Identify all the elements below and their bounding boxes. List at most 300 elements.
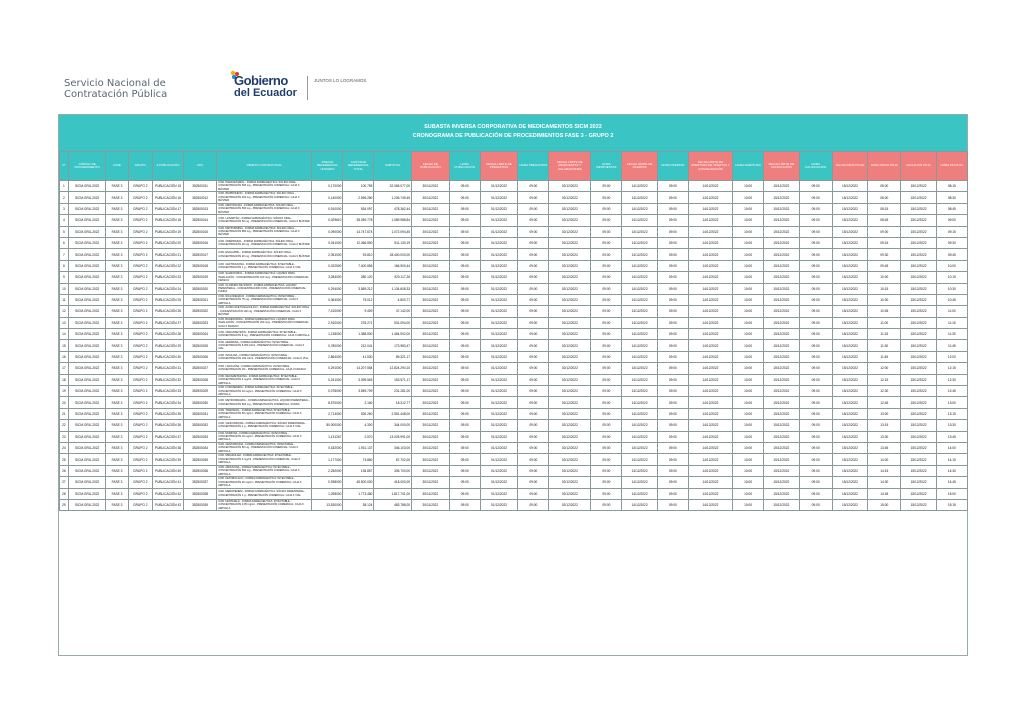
table-cell: FASE 3 <box>106 351 128 362</box>
table-cell: 14/12/2022 <box>622 363 657 374</box>
table-cell: 09:00 <box>657 272 688 283</box>
table-cell: GRUPO 2 <box>128 454 152 465</box>
table-cell: 09:00 <box>518 454 549 465</box>
table-cell: FASE 3 <box>106 431 128 442</box>
table-cell: 01/12/2022 <box>480 488 518 499</box>
table-cell: 02/12/2022 <box>549 317 591 328</box>
table-cell: 352500035 <box>183 454 216 465</box>
table-cell: 10:00 <box>733 306 764 317</box>
table-cell: 09:30 <box>936 237 967 248</box>
table-cell: 09:00 <box>518 249 549 260</box>
table-cell: 15/12/2022 <box>764 363 799 374</box>
table-cell: 30/11/2022 <box>412 329 450 340</box>
table-cell: SICM-GRU-2022 <box>68 488 106 499</box>
table-cell: 15/12/2022 <box>901 465 936 476</box>
table-cell: 09:00 <box>449 181 480 192</box>
column-header: FECHA LÍMITE DE RESPUESTAS Y ACLARACIONES <box>549 152 591 181</box>
table-cell: COD. INSULINA - FORMA FARMACÉUTICA: INYECTABLE - CONCENTRACIÓN 100 UI/ml - PRESENTACIÓN COMERCIAL: CAJA X VIAL <box>217 351 312 362</box>
table-cell: 0,090000 <box>312 226 343 237</box>
table-cell: 09:00 <box>799 465 832 476</box>
table-cell: 10:00 <box>868 272 901 283</box>
table-cell: 14/12/2022 <box>688 363 732 374</box>
table-cell: 09:00 <box>591 260 622 271</box>
table-cell: 09:00 <box>799 306 832 317</box>
table-cell: 0,078000 <box>312 386 343 397</box>
table-cell: GRUPO 2 <box>128 408 152 419</box>
table-cell: 09:00 <box>591 226 622 237</box>
table-cell: 0,291000 <box>312 363 343 374</box>
table-cell: PUBLICACIÓN 29 <box>152 340 183 351</box>
table-cell: GRUPO 2 <box>128 431 152 442</box>
table-cell: 14/12/2022 <box>688 488 732 499</box>
table-cell: 09:00 <box>657 465 688 476</box>
table-cell: 30/11/2022 <box>412 420 450 431</box>
table-cell: 14:15 <box>936 454 967 465</box>
table-cell: 15/12/2022 <box>832 408 867 419</box>
table-cell: 21 <box>60 408 69 419</box>
table-cell: SICM-GRU-2022 <box>68 351 106 362</box>
table-row <box>60 283 968 294</box>
table-cell: 09:00 <box>799 442 832 453</box>
table-cell: 25 <box>60 454 69 465</box>
table-cell: 30/11/2022 <box>412 294 450 305</box>
table-cell: 01/12/2022 <box>480 499 518 510</box>
table-cell: 15/12/2022 <box>832 192 867 203</box>
table-cell: 02/12/2022 <box>549 477 591 488</box>
table-cell: 352500037 <box>183 477 216 488</box>
table-cell: 30/11/2022 <box>412 374 450 385</box>
table-cell: PUBLICACIÓN 34 <box>152 397 183 408</box>
table-cell: COD. DEXAMETASONA - FORMA FARMACÉUTICA: INYECTABLE - CONCENTRACIÓN 4 mg/ml - PRESENTACIÓN COMERCIAL: CAJA X AMPOLLA <box>217 374 312 385</box>
table-cell: 09:00 <box>799 363 832 374</box>
table-cell: 09:00 <box>518 351 549 362</box>
table-cell: COD. MORFINA - FORMA FARMACÉUTICA: INYECTABLE - CONCENTRACIÓN 10 mg/ml - PRESENTACIÓN COMERCIAL: CAJA X AMPOLLA <box>217 431 312 442</box>
table-cell: 09:00 <box>799 374 832 385</box>
table-cell: 09:00 <box>591 283 622 294</box>
table-cell: FASE 3 <box>106 499 128 510</box>
table-cell: 02/12/2022 <box>549 374 591 385</box>
table-cell: SICM-GRU-2022 <box>68 408 106 419</box>
table-cell: 30/11/2022 <box>412 351 450 362</box>
table-cell: SICM-GRU-2022 <box>68 386 106 397</box>
table-cell: 09:00 <box>591 340 622 351</box>
table-cell: 14/12/2022 <box>688 454 732 465</box>
table-cell: 10:15 <box>868 283 901 294</box>
table-cell: 14:00 <box>936 442 967 453</box>
table-cell: 15/12/2022 <box>764 203 799 214</box>
table-cell: 352500039 <box>183 499 216 510</box>
table-cell: COD. TRAMADOL - FORMA FARMACÉUTICA: INYECTABLE - CONCENTRACIÓN 50 mg/ml - PRESENTACIÓN COMERCIAL: CAJA X AMPOLLA <box>217 408 312 419</box>
table-cell: 1,138000 <box>312 329 343 340</box>
table-cell: PUBLICACIÓN 15 <box>152 181 183 192</box>
table-cell: FASE 3 <box>106 249 128 260</box>
table-cell: 14/12/2022 <box>622 477 657 488</box>
table-cell: 10:00 <box>733 454 764 465</box>
table-cell: FASE 3 <box>106 454 128 465</box>
table-cell: FASE 3 <box>106 237 128 248</box>
table-cell: 15/12/2022 <box>901 260 936 271</box>
table-cell: 14/12/2022 <box>688 499 732 510</box>
table-cell: 15/12/2022 <box>901 386 936 397</box>
table-cell: 09:00 <box>591 442 622 453</box>
table-cell: 09:00 <box>518 192 549 203</box>
table-cell: FASE 3 <box>106 317 128 328</box>
table-cell: 15/12/2022 <box>901 294 936 305</box>
table-cell: COD. CLORURO DE SODIO - FORMA FARMACÉUTICA: LÍQUIDO PARENTERAL - CONCENTRACIÓN 0,9% - PRESENTACIÓN COMERCIAL: FUNDA <box>217 283 312 294</box>
table-cell: PUBLICACIÓN 39 <box>152 454 183 465</box>
table-cell: 15/12/2022 <box>901 351 936 362</box>
table-cell: 14/12/2022 <box>622 249 657 260</box>
table-row <box>60 363 968 374</box>
table-cell: 09:00 <box>657 203 688 214</box>
table-cell: 12:00 <box>936 351 967 362</box>
table-cell: 13:30 <box>868 431 901 442</box>
table-cell: GRUPO 2 <box>128 488 152 499</box>
table-cell: 15/12/2022 <box>832 386 867 397</box>
table-cell: 02/12/2022 <box>549 203 591 214</box>
table-cell: 30/11/2022 <box>412 272 450 283</box>
table-cell: SICM-GRU-2022 <box>68 499 106 510</box>
table-cell: 10:00 <box>733 215 764 226</box>
table-cell: 7,410000 <box>312 306 343 317</box>
table-cell: 09:00 <box>449 465 480 476</box>
table-cell: 14/12/2022 <box>622 454 657 465</box>
table-cell: FASE 3 <box>106 226 128 237</box>
table-cell: COD. MIDAZOLAM - FORMA FARMACÉUTICA: INYECTABLE - CONCENTRACIÓN 5 mg/ml - PRESENTACIÓN COMERCIAL: CAJA X AMPOLLA <box>217 454 312 465</box>
table-cell: 418.000,00 <box>374 477 412 488</box>
column-header: FECHA DE PUBLICACIÓN <box>412 152 450 181</box>
table-cell: 09:00 <box>591 363 622 374</box>
table-cell: 9 <box>60 272 69 283</box>
table-cell: 15/12/2022 <box>832 442 867 453</box>
table-cell: 01/12/2022 <box>480 272 518 283</box>
table-cell: 09:00 <box>518 465 549 476</box>
table-cell: 15/12/2022 <box>764 431 799 442</box>
table-cell: 30/11/2022 <box>412 249 450 260</box>
table-cell: 13:30 <box>936 420 967 431</box>
table-cell: 09:00 <box>799 226 832 237</box>
table-cell: 11:00 <box>936 306 967 317</box>
table-cell: 09:00 <box>591 454 622 465</box>
table-cell: 15/12/2022 <box>832 260 867 271</box>
table-cell: 09:00 <box>657 181 688 192</box>
table-cell: 15/12/2022 <box>764 488 799 499</box>
column-header: FASE <box>106 152 128 181</box>
table-cell: 09:00 <box>799 408 832 419</box>
table-cell: SICM-GRU-2022 <box>68 317 106 328</box>
table-cell: COD. AMOXICILINA - FORMA FARMACÉUTICA: SÓLIDO ORAL - CONCENTRACIÓN 500 mg - PRESENTACIÓN COMERCIAL: CAJA X BLÍSTER <box>217 203 312 214</box>
table-cell: 10:00 <box>733 442 764 453</box>
table-row <box>60 477 968 488</box>
table-cell: 11 <box>60 294 69 305</box>
table-cell: 01/12/2022 <box>480 420 518 431</box>
table-cell: 09:00 <box>449 431 480 442</box>
table-cell: 531.094,00 <box>374 317 412 328</box>
table-cell: 0,294000 <box>312 283 343 294</box>
table-cell: 15/12/2022 <box>901 317 936 328</box>
table-cell: 02/12/2022 <box>549 306 591 317</box>
table-cell: 09:00 <box>657 283 688 294</box>
table-row <box>60 420 968 431</box>
table-cell: 09:00 <box>449 442 480 453</box>
table-cell: 0,938000 <box>312 477 343 488</box>
table-cell: 74.860 <box>343 454 374 465</box>
table-cell: 14/12/2022 <box>688 237 732 248</box>
table-cell: 1.817.701,00 <box>374 488 412 499</box>
table-cell: 2,250000 <box>312 465 343 476</box>
table-cell: 09:00 <box>449 420 480 431</box>
table-cell: 09:00 <box>799 215 832 226</box>
table-cell: 30/11/2022 <box>412 226 450 237</box>
table-cell: 15/12/2022 <box>901 272 936 283</box>
table-cell: 14/12/2022 <box>622 215 657 226</box>
table-cell: 280.120 <box>343 272 374 283</box>
table-cell: 0,140000 <box>312 192 343 203</box>
table-cell: 3 <box>60 203 69 214</box>
table-cell: 15/12/2022 <box>764 397 799 408</box>
table-cell: 10:00 <box>733 363 764 374</box>
table-cell: 15/12/2022 <box>901 215 936 226</box>
table-cell: 15/12/2022 <box>764 192 799 203</box>
table-cell: 02/12/2022 <box>549 272 591 283</box>
table-cell: 09:00 <box>657 237 688 248</box>
table-cell: 10:45 <box>936 294 967 305</box>
table-cell: 09:00 <box>518 431 549 442</box>
table-cell: 14/12/2022 <box>688 408 732 419</box>
table-cell: 09:00 <box>449 329 480 340</box>
column-header: HORA INICIO PUJA <box>868 152 901 181</box>
table-cell: 30/11/2022 <box>412 283 450 294</box>
table-cell: 15/12/2022 <box>832 181 867 192</box>
table-cell: FASE 3 <box>106 192 128 203</box>
table-cell: 1.246.745,45 <box>374 192 412 203</box>
table-cell: 15:00 <box>936 488 967 499</box>
table-cell: 01/12/2022 <box>480 374 518 385</box>
table-cell: PUBLICACIÓN 42 <box>152 488 183 499</box>
table-cell: FASE 3 <box>106 397 128 408</box>
table-cell: 10:00 <box>733 226 764 237</box>
table-cell: 02/12/2022 <box>549 192 591 203</box>
page-header <box>64 72 384 112</box>
table-cell: 14/12/2022 <box>622 181 657 192</box>
table-cell: 1.134.608,33 <box>374 283 412 294</box>
table-cell: 30/11/2022 <box>412 237 450 248</box>
table-cell: GRUPO 2 <box>128 215 152 226</box>
table-cell: 09:00 <box>657 408 688 419</box>
table-cell: PUBLICACIÓN 30 <box>152 351 183 362</box>
table-cell: 0,910000 <box>312 203 343 214</box>
table-row <box>60 203 968 214</box>
table-cell: 09:00 <box>799 272 832 283</box>
table-cell: 15/12/2022 <box>764 329 799 340</box>
table-cell: 10:00 <box>733 237 764 248</box>
table-cell: FASE 3 <box>106 215 128 226</box>
table-cell: 0,064000 <box>312 294 343 305</box>
table-cell: 15/12/2022 <box>764 454 799 465</box>
table-cell: 10:15 <box>936 272 967 283</box>
table-cell: 3.095.563 <box>343 374 374 385</box>
table-cell: PUBLICACIÓN 31 <box>152 363 183 374</box>
table-cell: PUBLICACIÓN 41 <box>152 477 183 488</box>
table-cell: 15/12/2022 <box>832 477 867 488</box>
table-cell: 01/12/2022 <box>480 317 518 328</box>
table-cell: 09:00 <box>799 386 832 397</box>
table-cell: GRUPO 2 <box>128 374 152 385</box>
column-header: HORA PREGUNTAS <box>518 152 549 181</box>
table-cell: 09:00 <box>799 420 832 431</box>
table-cell: 6 <box>60 237 69 248</box>
table-cell: 352500026 <box>183 351 216 362</box>
table-row <box>60 249 968 260</box>
table-cell: 14/12/2022 <box>688 203 732 214</box>
table-row <box>60 374 968 385</box>
table-cell: 08:00 <box>868 192 901 203</box>
table-cell: 14/12/2022 <box>688 442 732 453</box>
table-cell: 352500022 <box>183 306 216 317</box>
table-cell: 09:00 <box>591 329 622 340</box>
table-cell: 09:00 <box>591 499 622 510</box>
table-cell: COD. LIDOCAÍNA - FORMA FARMACÉUTICA: INYECTABLE - CONCENTRACIÓN 2% - PRESENTACIÓN COMERCIAL: CAJA X FRASCO <box>217 363 312 374</box>
table-cell: 08:45 <box>868 215 901 226</box>
table-cell: 15/12/2022 <box>832 397 867 408</box>
table-cell: 09:00 <box>518 215 549 226</box>
table-cell: SICM-GRU-2022 <box>68 420 106 431</box>
column-header: OBJETO CONTRACTUAL <box>217 152 312 181</box>
table-cell: SICM-GRU-2022 <box>68 306 106 317</box>
gov-name-line2: del Ecuador <box>234 87 297 99</box>
table-cell: 15/12/2022 <box>901 477 936 488</box>
table-row <box>60 397 968 408</box>
table-cell: 30/11/2022 <box>412 442 450 453</box>
table-cell: 09:00 <box>799 431 832 442</box>
column-header: SUBTOTAL <box>374 152 412 181</box>
table-cell: PUBLICACIÓN 20 <box>152 237 183 248</box>
table-cell: 02/12/2022 <box>549 329 591 340</box>
table-cell: 15/12/2022 <box>764 340 799 351</box>
table-cell: 15/12/2022 <box>832 329 867 340</box>
table-cell: 09:00 <box>657 340 688 351</box>
table-cell: 14/12/2022 <box>622 420 657 431</box>
table-cell: 01/12/2022 <box>480 181 518 192</box>
table-cell: FASE 3 <box>106 408 128 419</box>
table-cell: FASE 3 <box>106 181 128 192</box>
table-cell: GRUPO 2 <box>128 306 152 317</box>
table-cell: 09:00 <box>657 431 688 442</box>
table-cell: 7 <box>60 249 69 260</box>
table-cell: 15/12/2022 <box>832 226 867 237</box>
table-cell: 0,780000 <box>312 340 343 351</box>
table-cell: 01/12/2022 <box>480 340 518 351</box>
table-cell: 10:00 <box>733 499 764 510</box>
table-cell: 14/12/2022 <box>688 294 732 305</box>
table-cell: 09:00 <box>449 306 480 317</box>
table-cell: 09:00 <box>657 294 688 305</box>
table-cell: 09:00 <box>518 420 549 431</box>
table-cell: 02/12/2022 <box>549 181 591 192</box>
table-row <box>60 306 968 317</box>
table-row <box>60 465 968 476</box>
table-cell: 14:00 <box>868 454 901 465</box>
table-cell: 0,182000 <box>312 442 343 453</box>
table-cell: PUBLICACIÓN 21 <box>152 249 183 260</box>
table-cell: GRUPO 2 <box>128 317 152 328</box>
table-cell: PUBLICACIÓN 17 <box>152 203 183 214</box>
table-cell: 10 <box>60 283 69 294</box>
table-cell: 01/12/2022 <box>480 431 518 442</box>
table-cell: 352500036 <box>183 465 216 476</box>
table-cell: SICM-GRU-2022 <box>68 181 106 192</box>
table-cell: 10:00 <box>733 272 764 283</box>
table-row <box>60 488 968 499</box>
table-cell: 10:00 <box>733 477 764 488</box>
table-cell: SICM-GRU-2022 <box>68 272 106 283</box>
table-cell: 15/12/2022 <box>832 317 867 328</box>
table-cell: GRUPO 2 <box>128 420 152 431</box>
table-cell: 09:00 <box>449 226 480 237</box>
table-cell: 01/12/2022 <box>480 363 518 374</box>
table-cell: 09:00 <box>518 374 549 385</box>
table-cell: 15/12/2022 <box>901 363 936 374</box>
table-cell: 1,131267 <box>312 431 343 442</box>
table-cell: 08:45 <box>936 203 967 214</box>
table-cell: 08:30 <box>936 192 967 203</box>
table-cell: 352500015 <box>183 226 216 237</box>
table-cell: 14/12/2022 <box>622 260 657 271</box>
table-cell: 8,570000 <box>312 397 343 408</box>
table-cell: 14/12/2022 <box>688 249 732 260</box>
table-cell: 09:00 <box>518 386 549 397</box>
table-cell: 23 <box>60 431 69 442</box>
table-cell: 212.041 <box>343 340 374 351</box>
table-cell: 30/11/2022 <box>412 386 450 397</box>
table-cell: 30/11/2022 <box>412 488 450 499</box>
table-cell: 10:00 <box>936 260 967 271</box>
table-cell: 15/12/2022 <box>901 454 936 465</box>
table-cell: 4.300 <box>343 420 374 431</box>
table-cell: 28.400.000,00 <box>374 249 412 260</box>
table-cell: 15/12/2022 <box>764 442 799 453</box>
table-cell: 30/11/2022 <box>412 477 450 488</box>
table-cell: 14/12/2022 <box>622 317 657 328</box>
table-cell: 14/12/2022 <box>622 431 657 442</box>
table-cell: 01/12/2022 <box>480 408 518 419</box>
table-cell: 13:45 <box>936 431 967 442</box>
table-cell: 15/12/2022 <box>832 465 867 476</box>
table-cell: 7.400.556 <box>343 260 374 271</box>
table-cell: 09:00 <box>657 363 688 374</box>
table-cell: SICM-GRU-2022 <box>68 215 106 226</box>
table-cell: 09:00 <box>449 237 480 248</box>
table-cell: 352500032 <box>183 420 216 431</box>
table-row <box>60 386 968 397</box>
table-cell: 08:15 <box>936 181 967 192</box>
table-cell: 352500013 <box>183 203 216 214</box>
table-cell: 14/12/2022 <box>688 397 732 408</box>
table-cell: 14/12/2022 <box>688 317 732 328</box>
table-row <box>60 408 968 419</box>
table-cell: 0,029610 <box>312 215 343 226</box>
table-cell: 02/12/2022 <box>549 499 591 510</box>
table-cell: 10:00 <box>733 340 764 351</box>
column-header: FECHA FIN PUJA <box>901 152 936 181</box>
table-cell: 09:00 <box>657 329 688 340</box>
table-cell: 13.025.991,00 <box>374 431 412 442</box>
table-cell: 01/12/2022 <box>480 465 518 476</box>
table-cell: PUBLICACIÓN 35 <box>152 408 183 419</box>
table-cell: 29 <box>60 499 69 510</box>
table-cell: SICM-GRU-2022 <box>68 249 106 260</box>
table-cell: 352500021 <box>183 294 216 305</box>
